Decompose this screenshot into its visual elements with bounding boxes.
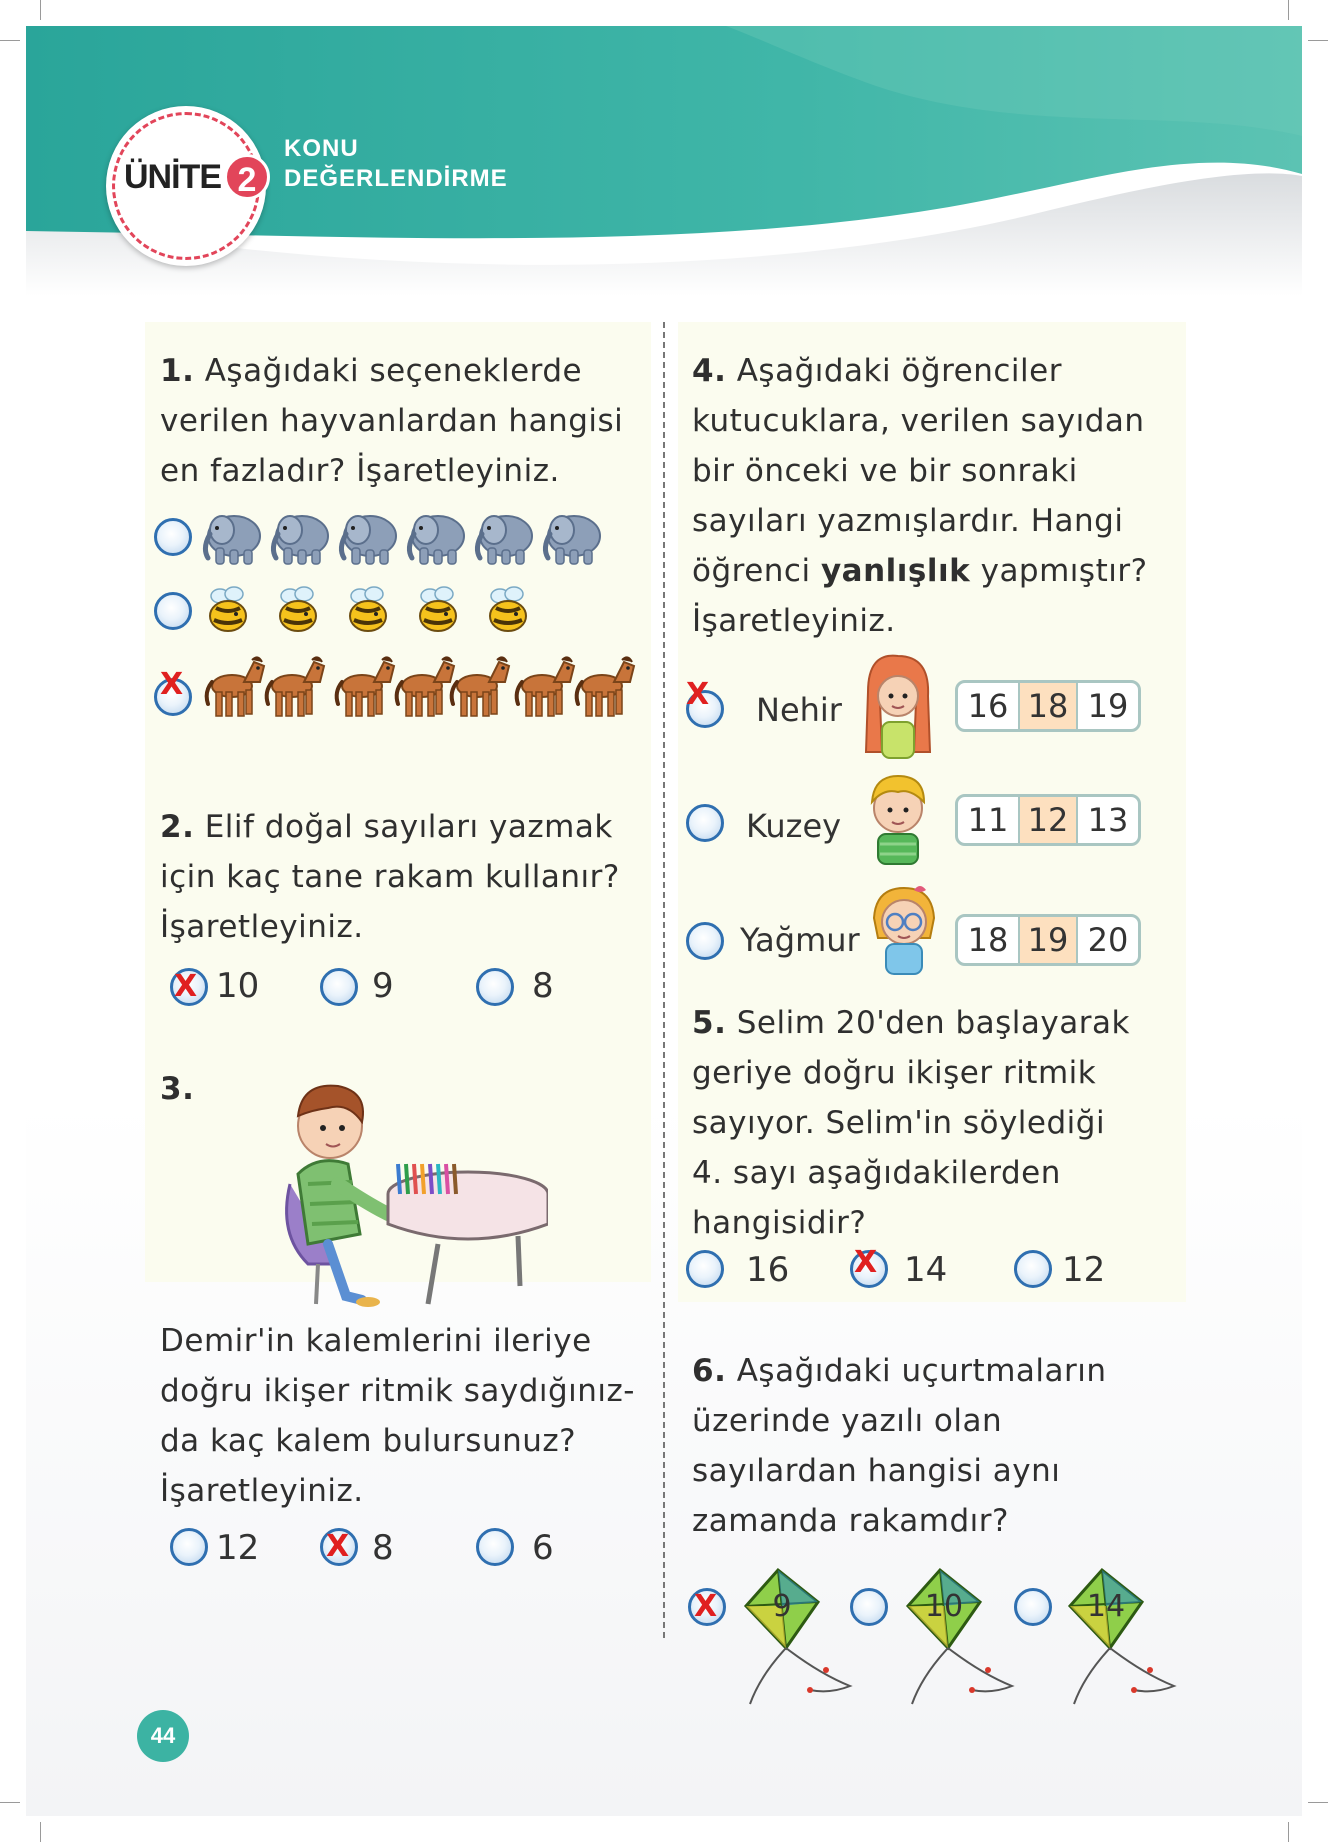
number-box-given: 18	[1018, 683, 1078, 729]
q4-option-yagmur-radio[interactable]	[686, 922, 724, 960]
q5-option-a-label: 16	[746, 1250, 790, 1290]
q6-kite-c-number: 14	[1086, 1589, 1126, 1624]
number-box-before: 18	[967, 921, 1009, 959]
q4-line: kutucuklara, verilen sayıdan	[692, 403, 1145, 439]
q3-option-c-label: 6	[532, 1528, 554, 1568]
unit-label-line1: KONU	[284, 135, 359, 162]
q5-answer-mark: X	[854, 1245, 878, 1280]
crop-mark	[0, 1802, 20, 1803]
q5-line: geriye doğru ikişer ritmik	[692, 1055, 1097, 1091]
q2-option-c-radio[interactable]	[476, 968, 514, 1006]
number-box-given: 19	[1018, 917, 1078, 963]
number-box-before: 11	[967, 801, 1009, 839]
q1-bees	[206, 584, 566, 640]
q5-number: 5.	[692, 1005, 727, 1041]
q4-line: bir önceki ve bir sonraki	[692, 453, 1078, 489]
q3-text	[160, 1316, 650, 1516]
number-box-given: 12	[1018, 797, 1078, 843]
q4-emphasis: yanlışlık	[820, 553, 971, 589]
q6-line: üzerinde yazılı olan	[692, 1403, 1003, 1439]
unit-label	[284, 134, 508, 194]
q3-answer-mark: X	[326, 1529, 350, 1564]
q4-kuzey-avatar	[858, 768, 938, 868]
q2-option-b-label: 9	[372, 966, 394, 1006]
q4-yagmur-avatar	[864, 878, 944, 978]
q3-option-a-label: 12	[216, 1528, 260, 1568]
q5-line: 4. sayı aşağıdakilerden	[692, 1155, 1061, 1191]
number-box-before: 16	[967, 687, 1009, 725]
unit-number: 2	[224, 154, 270, 200]
crop-mark	[1288, 0, 1289, 20]
q2-option-b-radio[interactable]	[320, 968, 358, 1006]
number-box-after: 20	[1087, 921, 1129, 959]
q5-option-c-label: 12	[1062, 1250, 1106, 1290]
q3-boy-at-table-illustration	[268, 1064, 548, 1314]
q3-option-b-label: 8	[372, 1528, 394, 1568]
q6-kite-b-number: 10	[924, 1589, 964, 1624]
q2-line: için kaç tane rakam kullanır?	[160, 859, 620, 895]
q4-nehir-number-boxes	[955, 680, 1141, 732]
column-divider	[663, 322, 665, 1638]
crop-mark	[1288, 1822, 1289, 1842]
q6-line: sayılardan hangisi aynı	[692, 1453, 1061, 1489]
number-box-after: 13	[1087, 801, 1129, 839]
q1-line: Aşağıdaki seçeneklerde	[204, 353, 583, 389]
crop-mark	[0, 40, 20, 41]
number-box-after: 19	[1087, 687, 1129, 725]
q3-line: da kaç kalem bulursunuz?	[160, 1423, 577, 1459]
q1-horses	[204, 652, 644, 724]
q2-answer-mark: X	[174, 969, 198, 1004]
q6-line: zamanda rakamdır?	[692, 1503, 1009, 1539]
q4-line5-pre: öğrenci	[692, 553, 811, 589]
crop-mark	[1308, 1802, 1328, 1803]
q4-line: İşaretleyiniz.	[692, 603, 896, 639]
q3-option-a-radio[interactable]	[170, 1528, 208, 1566]
q4-line: Aşağıdaki öğrenciler	[736, 353, 1062, 389]
q1-text	[160, 346, 650, 496]
q2-text	[160, 802, 650, 952]
unit-badge	[106, 106, 266, 266]
q1-line: en fazladır? İşaretleyiniz.	[160, 453, 560, 489]
q5-option-b-label: 14	[904, 1250, 948, 1290]
q4-line5-post: yapmıştır?	[980, 553, 1148, 589]
unit-header	[26, 26, 1302, 296]
q4-option-kuzey-radio[interactable]	[686, 804, 724, 842]
q5-line: sayıyor. Selim'in söylediği	[692, 1105, 1106, 1141]
q4-number: 4.	[692, 353, 727, 389]
q5-text	[692, 998, 1182, 1248]
q5-option-a-radio[interactable]	[686, 1250, 724, 1288]
q1-option-a-radio[interactable]	[154, 518, 192, 556]
q3-number: 3.	[160, 1071, 195, 1107]
q1-line: verilen hayvanlardan hangisi	[160, 403, 624, 439]
q2-number: 2.	[160, 809, 195, 845]
q4-line: sayıları yazmışlardır. Hangi	[692, 503, 1124, 539]
q6-text	[692, 1346, 1182, 1546]
q1-answer-mark: X	[160, 667, 184, 702]
q1-elephants	[200, 506, 620, 568]
q3-line: İşaretleyiniz.	[160, 1473, 364, 1509]
q4-yagmur-number-boxes	[955, 914, 1141, 966]
q4-answer-mark: X	[686, 677, 710, 712]
q1-number: 1.	[160, 353, 195, 389]
q6-number: 6.	[692, 1353, 727, 1389]
q2-option-c-label: 8	[532, 966, 554, 1006]
q3-option-c-radio[interactable]	[476, 1528, 514, 1566]
q6-kites	[730, 1566, 1200, 1716]
crop-mark	[1308, 40, 1328, 41]
q3-line: Demir'in kalemlerini ileriye	[160, 1323, 592, 1359]
q2-option-a-label: 10	[216, 966, 260, 1006]
q2-line: İşaretleyiniz.	[160, 909, 364, 945]
crop-mark	[40, 0, 41, 20]
q5-line: Selim 20'den başlayarak	[736, 1005, 1130, 1041]
q3-line: doğru ikişer ritmik saydığınız-	[160, 1373, 635, 1409]
q6-kite-a-number: 9	[772, 1589, 792, 1624]
q5-line: hangisidir?	[692, 1205, 867, 1241]
q6-line: Aşağıdaki uçurtmaların	[736, 1353, 1107, 1389]
unit-word: ÜNİTE	[124, 158, 221, 196]
q6-answer-mark: X	[694, 1589, 718, 1624]
q4-text	[692, 346, 1182, 646]
q4-student-name: Kuzey	[746, 807, 842, 845]
q1-option-b-radio[interactable]	[154, 592, 192, 630]
page-number: 44	[137, 1710, 189, 1762]
q4-student-name: Nehir	[756, 691, 842, 729]
q5-option-c-radio[interactable]	[1014, 1250, 1052, 1288]
unit-label-line2: DEĞERLENDİRME	[284, 165, 508, 192]
q2-line: Elif doğal sayıları yazmak	[204, 809, 613, 845]
crop-mark	[40, 1822, 41, 1842]
q3-number-wrap	[160, 1064, 194, 1114]
q4-kuzey-number-boxes	[955, 794, 1141, 846]
q4-student-name: Yağmur	[740, 921, 860, 959]
q4-nehir-avatar	[858, 652, 938, 762]
